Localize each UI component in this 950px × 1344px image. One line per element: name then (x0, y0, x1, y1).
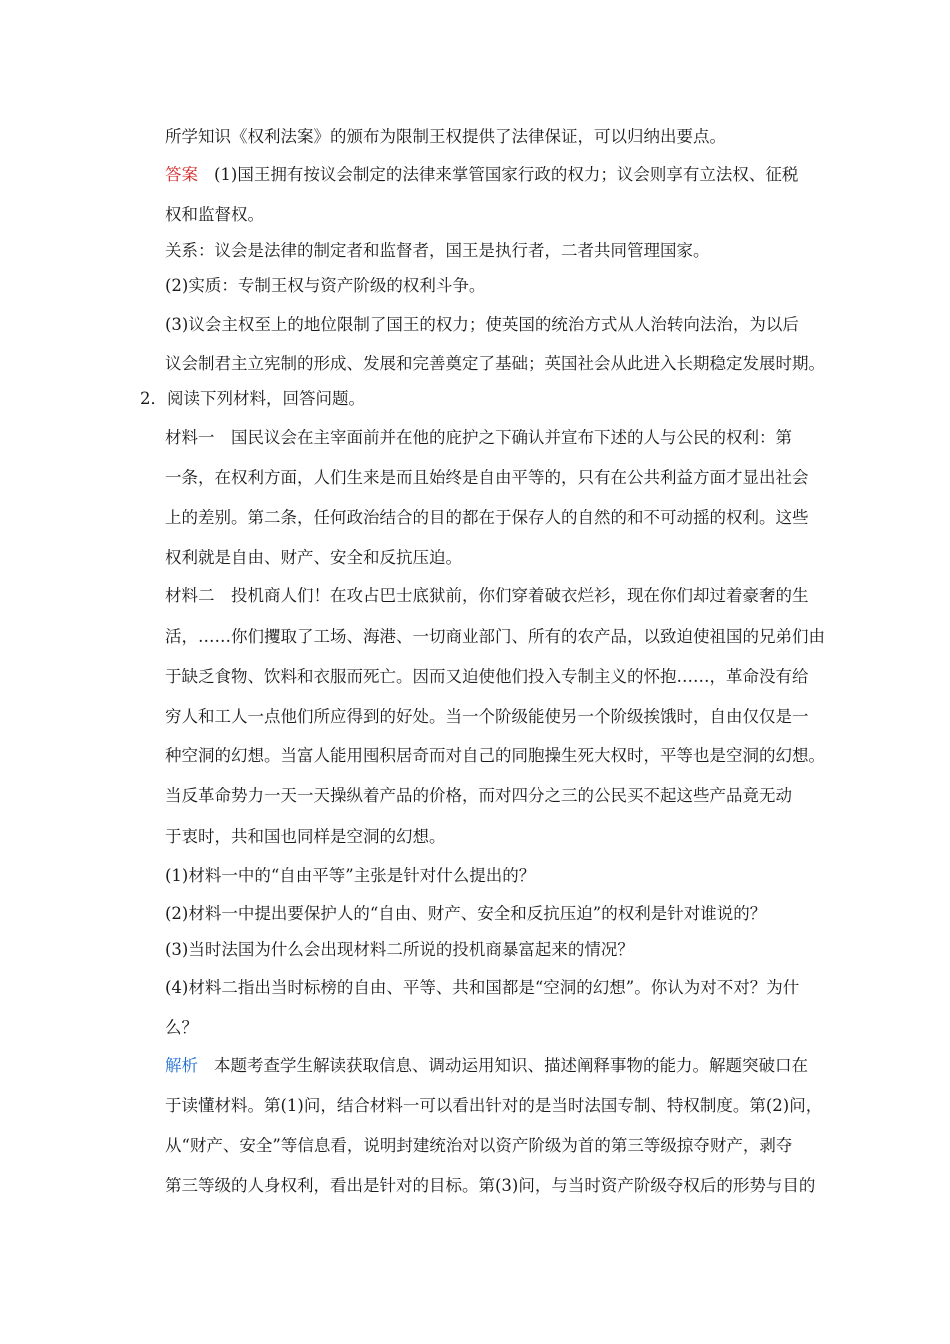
analysis-label: 解析 (165, 1056, 198, 1075)
text-line: 一条，在权利方面，人们生来是而且始终是自由平等的，只有在公共利益方面才显出社会 (165, 468, 809, 487)
question-heading: 2．阅读下列材料，回答问题。 (140, 389, 365, 408)
text-line: 所学知识《权利法案》的颁布为限制王权提供了法律保证，可以归纳出要点。 (165, 127, 726, 146)
sub-question: (3)当时法国为什么会出现材料二所说的投机商暴富起来的情况？ (165, 940, 634, 959)
sub-question: (2)材料一中提出要保护人的“自由、财产、安全和反抗压迫”的权利是针对谁说的？ (165, 904, 767, 923)
text-line: 上的差别。第二条，任何政治结合的目的都在于保存人的自然的和不可动摇的权利。这些 (165, 508, 809, 527)
analysis-line (165, 1055, 808, 1077)
text-line: (1)国王拥有按议会制定的法律来掌管国家行政的权力；议会则享有立法权、征税 (214, 165, 799, 184)
text-line: (3)议会主权至上的地位限制了国王的权力；使英国的统治方式从人治转向法治，为以后 (165, 315, 799, 334)
text-line: 第三等级的人身权利，看出是针对的目标。第(3)问，与当时资产阶级夺权后的形势与目的 (165, 1176, 816, 1195)
text-line: 权和监督权。 (165, 205, 264, 224)
text-line: 材料二 投机商人们！在攻占巴士底狱前，你们穿着破衣烂衫，现在你们却过着豪奢的生 (165, 586, 809, 605)
answer-line (165, 164, 798, 186)
text-line: 关系：议会是法律的制定者和监督者，国王是执行者，二者共同管理国家。 (165, 241, 710, 260)
text-line: 么？ (165, 1018, 198, 1037)
text-line: 本题考查学生解读获取信息、调动运用知识、描述阐释事物的能力。解题突破口在 (214, 1056, 808, 1075)
text-line: 权利就是自由、财产、安全和反抗压迫。 (165, 548, 462, 567)
text-line: 穷人和工人一点他们所应得到的好处。当一个阶级能使另一个阶级挨饿时，自由仅仅是一 (165, 707, 809, 726)
text-line: 种空洞的幻想。当富人能用囤积居奇而对自己的同胞操生死大权时，平等也是空洞的幻想。 (165, 746, 825, 765)
text-line: 于衷时，共和国也同样是空洞的幻想。 (165, 827, 446, 846)
text-line: 议会制君主立宪制的形成、发展和完善奠定了基础；英国社会从此进入长期稳定发展时期。 (165, 354, 825, 373)
text-line: 材料一 国民议会在主宰面前并在他的庇护之下确认并宣布下述的人与公民的权利：第 (165, 428, 792, 447)
text-line: 于读懂材料。第(1)问，结合材料一可以看出针对的是当时法国专制、特权制度。第(2)问， (165, 1096, 823, 1115)
text-line: 当反革命势力一天一天操纵着产品的价格，而对四分之三的公民买不起这些产品竟无动 (165, 786, 792, 805)
text-line: 于缺乏食物、饮料和衣服而死亡。因而又迫使他们投入专制主义的怀抱……，革命没有给 (165, 667, 809, 686)
text-line: 从“财产、安全”等信息看，说明封建统治对以资产阶级为首的第三等级掠夺财产，剥夺 (165, 1136, 793, 1155)
sub-question: (4)材料二指出当时标榜的自由、平等、共和国都是“空洞的幻想”。你认为对不对？为什 (165, 978, 800, 997)
text-line: 活，……你们攫取了工场、海港、一切商业部门、所有的农产品，以致迫使祖国的兄弟们由 (165, 627, 825, 646)
answer-label: 答案 (165, 165, 198, 184)
text-line: (2)实质：专制王权与资产阶级的权利斗争。 (165, 276, 486, 295)
sub-question: (1)材料一中的“自由平等”主张是针对什么提出的？ (165, 866, 536, 885)
